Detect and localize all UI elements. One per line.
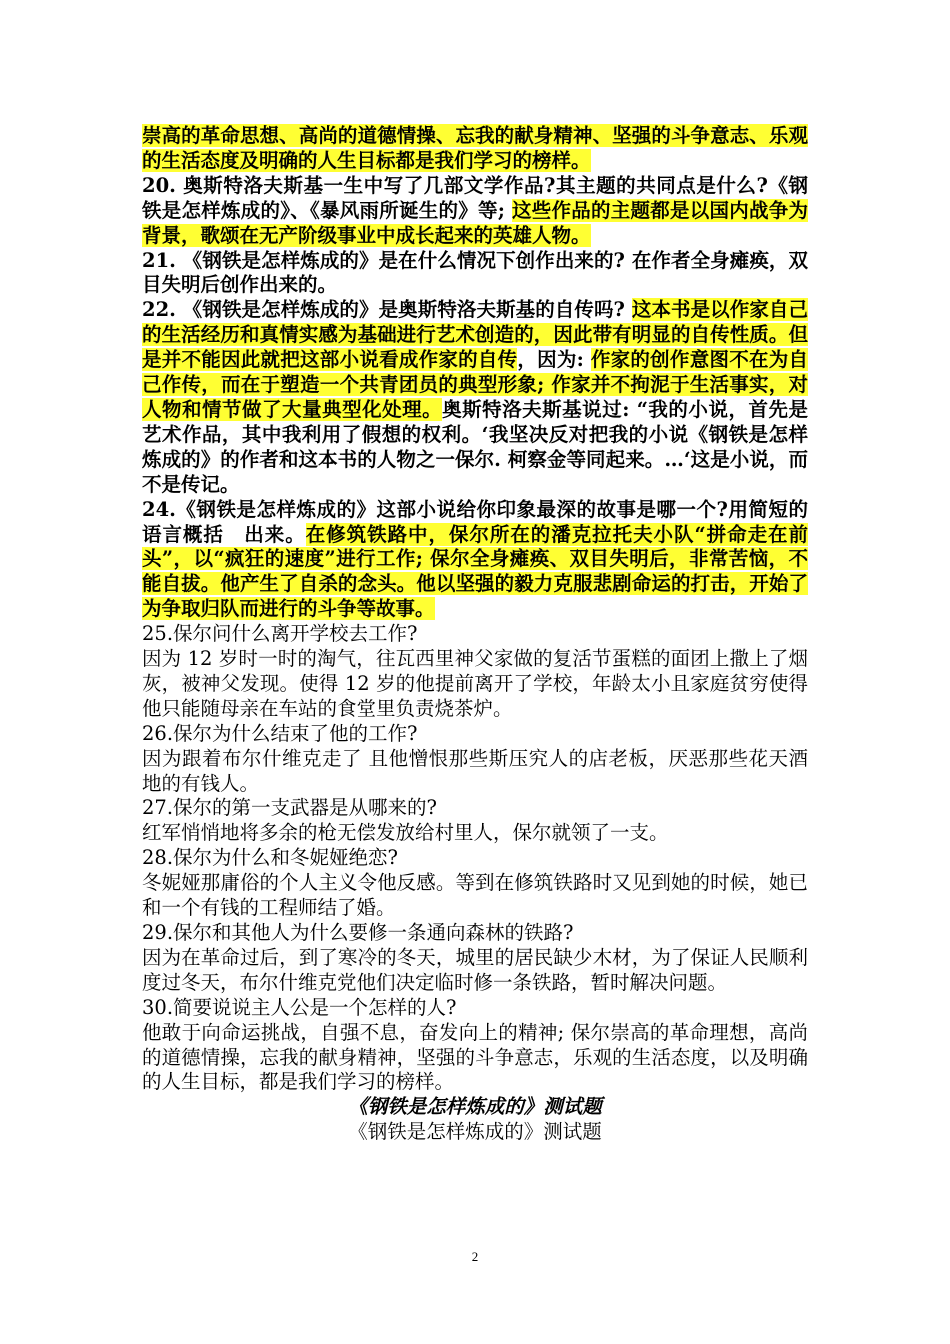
page-number: 2 — [471, 1249, 479, 1264]
text-segment: 因为跟着布尔什维克走了 且他憎恨那些斯压究人的店老板，厌恶那些花天酒地的有钱人。 — [142, 746, 808, 795]
paragraph-list — [142, 124, 808, 1095]
paragraph — [142, 1021, 808, 1096]
document-body — [142, 124, 808, 1145]
text-segment: 红军悄悄地将多余的枪无偿发放给村里人，保尔就领了一支。 — [142, 821, 669, 845]
paragraph — [142, 174, 808, 249]
text-segment: 28.保尔为什么和冬妮娅绝恋? — [142, 846, 398, 870]
paragraph — [142, 821, 808, 846]
paragraph — [142, 249, 808, 299]
highlighted-text: 在修筑铁路中，保尔所在的潘克拉托夫小队“拼命走在前头”，以“疯狂的速度”进行工作; 保尔全身瘫痪、双目失明后，非常苦恼，不能自拔。他产生了自杀的念头。他以坚强的毅力克服悲剧命运的打击，开始了为争取归队而进行的斗争等故事。 — [142, 522, 808, 621]
text-segment: 24.《钢铁是怎样炼成的》这部小说给你印象最深的故事是哪一个?用简短的语言概括 出来。 — [142, 497, 808, 546]
paragraph — [142, 747, 808, 797]
paragraph — [142, 647, 808, 722]
test-title-bold: 《钢铁是怎样炼成的》测试题 — [348, 1095, 602, 1119]
highlighted-text: 作家的创作意图不在为自己作传，而在于塑造一个共青团员的典型形象; 作家并不拘泥于生活事实，对人物和情节做了大量典型化处理。 — [142, 348, 808, 421]
text-segment: 25.保尔问什么离开学校去工作? — [142, 622, 418, 646]
text-segment: 冬妮娅那庸俗的个人主义令他反感。等到在修筑铁路时又见到她的时候，她已和一个有钱的工程师结了婚。 — [142, 871, 808, 920]
paragraph — [142, 622, 808, 647]
paragraph — [142, 124, 808, 174]
text-segment: 30.简要说说主人公是一个怎样的人? — [142, 995, 457, 1019]
text-segment: 20. 奥斯特洛夫斯基一生中写了几部文学作品?其主题的共同点是什么?《钢铁是怎样炼成的》、《暴风雨所诞生的》等; — [142, 173, 808, 222]
text-segment: 21. 《钢铁是怎样炼成的》是在什么情况下创作出来的? 在作者全身瘫痪，双目失明后创作出来的。 — [142, 248, 808, 297]
highlighted-text: 崇高的革命思想、高尚的道德情操、忘我的献身精神、坚强的斗争意志、乐观的生活态度及明确的人生目标都是我们学习的榜样。 — [142, 124, 808, 172]
paragraph — [142, 846, 808, 871]
paragraph — [142, 921, 808, 946]
paragraph — [142, 871, 808, 921]
test-title: 《钢铁是怎样炼成的》测试题 — [348, 1120, 602, 1144]
text-segment: 奥斯特洛夫斯基说过: “我的小说，首先是艺术作品，其中我利用了假想的权利。‘我坚决反对把我的小说《钢铁是怎样炼成的》的作者和这本书的人物之一保尔. 柯察金等同起来。…‘这是小说，而不是传记。 — [142, 397, 808, 496]
paragraph — [142, 298, 808, 497]
paragraph — [142, 796, 808, 821]
text-segment: 29.保尔和其他人为什么要修一条通向森林的铁路? — [142, 921, 574, 944]
text-segment: 27.保尔的第一支武器是从哪来的? — [142, 796, 437, 820]
text-segment: 因为在革命过后，到了寒冷的冬天，城里的居民缺少木材，为了保证人民顺利度过冬天，布尔什维克党他们决定临时修一条铁路，暂时解决问题。 — [142, 945, 808, 994]
paragraph — [142, 996, 808, 1021]
highlighted-text: 这些作品的主题都是以国内战争为背景，歌颂在无产阶级事业中成长起来的英雄人物。 — [142, 198, 808, 247]
text-segment: 22. 《钢铁是怎样炼成的》是奥斯特洛夫斯基的自传吗? — [142, 298, 632, 322]
paragraph — [142, 722, 808, 747]
paragraph — [142, 498, 808, 623]
text-segment: 因为 12 岁时一时的淘气，往瓦西里神父家做的复活节蛋糕的面团上撒上了烟灰，被神父发现。使得 12 岁的他提前离开了学校，年龄太小且家庭贫穷使得他只能随母亲在车站的食堂里负责烧茶炉。 — [142, 647, 808, 720]
paragraph — [142, 946, 808, 996]
highlighted-text: 这本书是以作家自己的生活经历和真情实感为基础进行艺术创造的，因此带有明显的自传性质。但是并不能因此就把这部小说看成作家的自传 — [142, 298, 808, 372]
text-segment: 26.保尔为什么结束了他的工作? — [142, 721, 418, 745]
text-segment: ，因为: — [517, 348, 591, 372]
text-segment: 他敢于向命运挑战，自强不息，奋发向上的精神; 保尔崇高的革命理想，高尚的道德情操，忘我的献身精神，坚强的斗争意志，乐观的生活态度，以及明确的人生目标，都是我们学习的榜样。 — [142, 1020, 808, 1094]
